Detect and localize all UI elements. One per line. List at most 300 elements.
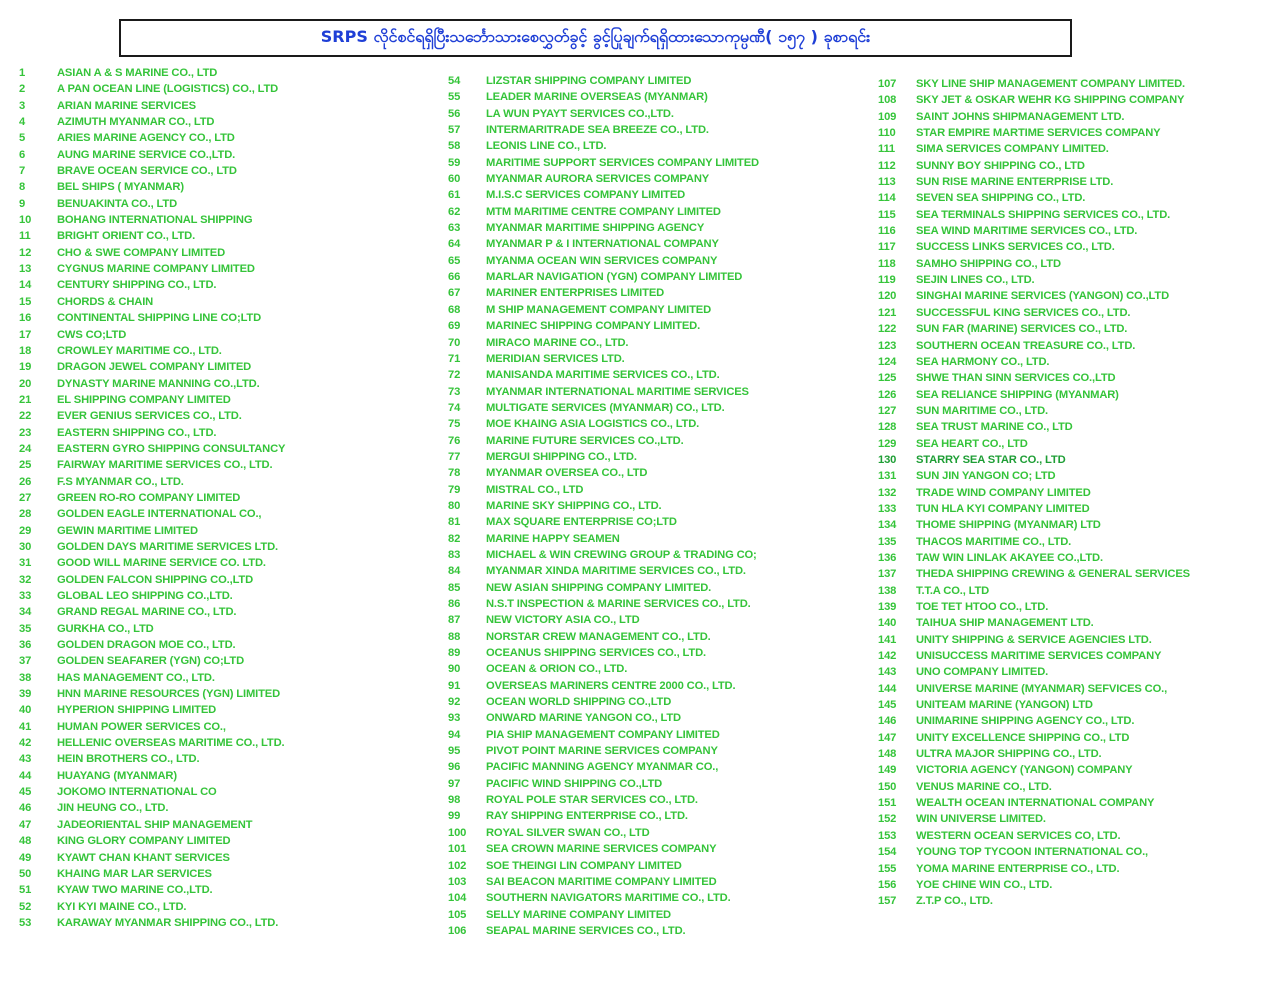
item-number: 1 [19,67,26,79]
list-item [878,419,1268,435]
item-number: 39 [19,688,32,701]
company-name: PACIFIC MANNING AGENCY MYANMAR CO., [486,761,719,774]
list-item [19,637,439,653]
item-number: 84 [448,565,461,578]
company-name: SEAPAL MARINE SERVICES CO., LTD. [486,924,686,937]
company-name: MYANMAR OVERSEA CO., LTD [486,467,648,480]
item-number: 123 [878,339,897,352]
list-item [19,457,439,473]
item-number: 47 [19,818,32,831]
list-item [448,727,868,743]
item-number: 114 [878,192,896,205]
item-number: 55 [448,91,461,104]
item-number: 76 [448,434,461,447]
company-name: DYNASTY MARINE MANNING CO.,LTD. [57,377,260,390]
company-name: GLOBAL LEO SHIPPING CO.,LTD. [57,590,233,602]
item-number: 113 [878,176,896,189]
company-name: ULTRA MAJOR SHIPPING CO., LTD. [916,748,1102,761]
company-name: NEW ASIAN SHIPPING COMPANY LIMITED. [486,581,712,594]
company-name: SHWE THAN SINN SERVICES CO.,LTD [916,372,1116,385]
company-name: NEW VICTORY ASIA CO., LTD [486,614,640,627]
list-item [878,599,1268,615]
item-number: 141 [878,633,897,646]
company-name: GOLDEN EAGLE INTERNATIONAL CO., [57,508,262,521]
item-number: 137 [878,568,897,581]
list-item [878,517,1268,533]
item-number: 90 [448,663,461,676]
list-item [878,239,1268,255]
company-name: RAY SHIPPING ENTERPRISE CO., LTD. [486,810,688,823]
item-number: 6 [19,148,26,161]
list-item [448,269,868,285]
company-name: SUN FAR (MARINE) SERVICES CO., LTD. [916,323,1128,336]
company-name: FAIRWAY MARITIME SERVICES CO., LTD. [57,459,273,472]
item-number: 127 [878,404,897,417]
list-item [448,645,868,661]
company-name: SEA RELIANCE SHIPPING (MYANMAR) [916,388,1119,401]
company-name: BOHANG INTERNATIONAL SHIPPING [57,214,253,227]
company-name: CHORDS & CHAIN [57,295,154,308]
list-item [878,403,1268,419]
list-item [878,697,1268,713]
company-name: SAMHO SHIPPING CO., LTD [916,257,1061,270]
list-item [19,408,439,424]
item-number: 93 [448,712,461,725]
item-number: 118 [878,257,896,270]
company-name: SELLY MARINE COMPANY LIMITED [486,908,671,921]
company-name: DRAGON JEWEL COMPANY LIMITED [57,361,252,374]
title-box [119,19,1072,57]
item-number: 36 [19,639,32,652]
item-number: 68 [448,303,461,316]
item-number: 46 [19,802,32,815]
company-name: JOKOMO INTERNATIONAL CO [57,786,217,799]
list-item [19,327,439,343]
item-number: 79 [448,483,461,496]
item-number: 32 [19,573,32,586]
item-number: 82 [448,532,461,545]
company-name: MYANMAR INTERNATIONAL MARITIME SERVICES [486,385,749,398]
list-item [878,779,1268,795]
company-name: PIA SHIP MANAGEMENT COMPANY LIMITED [486,728,720,741]
company-name: MYANMAR P & I INTERNATIONAL COMPANY [486,238,719,251]
list-item [878,109,1268,125]
list-item [19,539,439,555]
company-name: Z.T.P CO., LTD. [916,895,993,908]
item-number: 4 [19,116,26,129]
item-number: 56 [448,107,461,120]
item-number: 105 [448,908,467,921]
company-name: UNITY EXCELLENCE SHIPPING CO., LTD [916,731,1130,744]
company-name: WIN UNIVERSE LIMITED. [916,813,1046,826]
company-name: WESTERN OCEAN SERVICES CO, LTD. [916,829,1121,842]
list-item [448,759,868,775]
company-name: MIRACO MARINE CO., LTD. [486,336,629,349]
item-number: 13 [19,263,32,276]
company-name: ONWARD MARINE YANGON CO., LTD [486,712,681,725]
list-item [878,632,1268,648]
list-item [878,468,1268,484]
item-number: 104 [448,892,467,905]
company-name: HAS MANAGEMENT CO., LTD. [57,671,215,684]
item-number: 120 [878,290,897,303]
list-item [448,106,868,122]
list-item [878,387,1268,403]
company-name: BRIGHT ORIENT CO., LTD. [57,230,196,243]
company-name: TAIHUA SHIP MANAGEMENT LTD. [916,617,1094,630]
item-number: 50 [19,867,32,880]
list-item [878,158,1268,174]
company-name: GEWIN MARITIME LIMITED [57,524,198,537]
item-number: 40 [19,704,32,717]
list-item [448,694,868,710]
company-name: GRAND REGAL MARINE CO., LTD. [57,606,237,619]
list-item [448,710,868,726]
item-number: 25 [19,459,32,472]
company-name: TUN HLA KYI COMPANY LIMITED [916,502,1090,515]
item-number: 147 [878,731,897,744]
company-name: EVER GENIUS SERVICES CO., LTD. [57,410,242,423]
item-number: 92 [448,696,461,709]
company-name: WEALTH OCEAN INTERNATIONAL COMPANY [916,797,1155,810]
company-name: TAW WIN LINLAK AKAYEE CO.,LTD. [916,551,1103,564]
company-name: AZIMUTH MYANMAR CO., LTD [57,116,215,129]
company-name: MULTIGATE SERVICES (MYANMAR) CO., LTD. [486,401,725,414]
item-number: 140 [878,617,897,630]
company-name: SAI BEACON MARITIME COMPANY LIMITED [486,875,717,888]
list-item [878,485,1268,501]
company-name: MAX SQUARE ENTERPRISE CO;LTD [486,516,677,529]
list-item [878,305,1268,321]
list-item [19,735,439,751]
list-item [19,621,439,637]
company-name: SOUTHERN NAVIGATORS MARITIME CO., LTD. [486,892,731,905]
item-number: 78 [448,467,461,480]
list-item [878,877,1268,893]
item-number: 14 [19,279,32,292]
company-name: MOE KHAING ASIA LOGISTICS CO., LTD. [486,418,700,431]
item-number: 109 [878,110,897,123]
company-name: STARRY SEA STAR CO., LTD [916,453,1066,466]
list-item [19,490,439,506]
list-item [878,550,1268,566]
company-name: UNITEAM MARINE (YANGON) LTD [916,699,1093,712]
list-item [448,465,868,481]
item-number: 134 [878,519,897,532]
item-number: 128 [878,421,897,434]
item-number: 22 [19,410,32,423]
item-number: 63 [448,222,461,235]
company-name: GOLDEN FALCON SHIPPING CO.,LTD [57,573,254,586]
company-name: ROYAL POLE STAR SERVICES CO., LTD. [486,794,698,807]
item-number: 151 [878,797,897,810]
company-name: LIZSTAR SHIPPING COMPANY LIMITED [486,75,692,87]
item-number: 7 [19,165,26,178]
list-item [19,196,439,212]
item-number: 126 [878,388,897,401]
list-item [19,212,439,228]
item-number: 154 [878,846,897,859]
list-item [448,841,868,857]
item-number: 99 [448,810,461,823]
company-name: SEA HARMONY CO., LTD. [916,355,1050,368]
item-number: 106 [448,924,467,937]
item-number: 62 [448,205,461,218]
list-item [19,817,439,833]
company-name: SEA CROWN MARINE SERVICES COMPANY [486,843,717,856]
item-number: 57 [448,124,461,137]
item-number: 124 [878,355,897,368]
item-number: 129 [878,437,897,450]
list-item [19,392,439,408]
company-name: OCEAN WORLD SHIPPING CO.,LTD [486,696,672,709]
item-number: 37 [19,655,32,668]
list-item [19,474,439,490]
company-name: KHAING MAR LAR SERVICES [57,867,212,880]
list-item [878,141,1268,157]
company-name: JIN HEUNG CO., LTD. [57,802,169,815]
item-number: 122 [878,323,897,336]
item-number: 119 [878,274,896,287]
item-number: 44 [19,769,32,782]
company-name: OVERSEAS MARINERS CENTRE 2000 CO., LTD. [486,679,736,692]
item-number: 52 [19,900,32,913]
company-list-column-2 [448,73,868,939]
company-name: SUN MARITIME CO., LTD. [916,404,1048,417]
company-name: HUAYANG (MYANMAR) [57,769,177,782]
company-name: MISTRAL CO., LTD [486,483,584,496]
item-number: 2 [19,83,26,96]
list-item [448,825,868,841]
list-item [19,228,439,244]
list-item [878,534,1268,550]
item-number: 20 [19,377,32,390]
company-name: M.I.S.C SERVICES COMPANY LIMITED [486,189,686,202]
list-item [448,138,868,154]
item-number: 45 [19,786,32,799]
company-name: KYAWT CHAN KHANT SERVICES [57,851,230,864]
item-number: 23 [19,426,32,439]
item-number: 80 [448,499,461,512]
item-number: 116 [878,225,896,238]
item-number: 146 [878,715,897,728]
list-item [448,400,868,416]
item-number: 152 [878,813,897,826]
company-name: SEJIN LINES CO., LTD. [916,274,1035,287]
company-name: KYI KYI MAINE CO., LTD. [57,900,187,913]
list-item [878,844,1268,860]
list-item [448,433,868,449]
item-number: 156 [878,878,897,891]
list-item [878,207,1268,223]
company-name: UNITY SHIPPING & SERVICE AGENCIES LTD. [916,633,1152,646]
item-number: 8 [19,181,26,194]
list-item [878,92,1268,108]
company-list-column-3 [878,76,1268,910]
item-number: 26 [19,475,32,488]
item-number: 89 [448,647,461,660]
item-number: 70 [448,336,461,349]
item-number: 132 [878,486,897,499]
company-name: N.S.T INSPECTION & MARINE SERVICES CO., LTD. [486,598,751,610]
list-item [448,808,868,824]
item-number: 71 [448,352,461,365]
company-name: KARAWAY MYANMAR SHIPPING CO., LTD. [57,916,279,929]
company-name: SEA HEART CO., LTD [916,437,1028,450]
company-name: CWS CO;LTD [57,328,127,341]
item-number: 81 [448,516,461,529]
item-number: 73 [448,385,461,398]
list-item [878,648,1268,664]
item-number: 142 [878,650,897,663]
company-name: MERIDIAN SERVICES LTD. [486,352,625,365]
list-item [448,678,868,694]
company-name: NORSTAR CREW MANAGEMENT CO., LTD. [486,630,711,643]
list-item [448,792,868,808]
company-name: MARINEC SHIPPING COMPANY LIMITED. [486,320,701,333]
company-list-column-1 [19,65,439,931]
item-number: 145 [878,699,897,712]
company-name: F.S MYANMAR CO., LTD. [57,475,184,488]
company-name: CROWLEY MARITIME CO., LTD. [57,344,222,357]
item-number: 33 [19,590,32,602]
company-name: YOUNG TOP TYCOON INTERNATIONAL CO., [916,846,1148,859]
list-item [19,294,439,310]
list-item [878,501,1268,517]
list-item [878,272,1268,288]
company-name: CYGNUS MARINE COMPANY LIMITED [57,263,255,276]
company-name: ARIES MARINE AGENCY CO., LTD [57,132,235,145]
list-item [448,89,868,105]
list-item [19,147,439,163]
company-name: ROYAL SILVER SWAN CO., LTD [486,826,650,839]
list-item [19,800,439,816]
list-item [878,762,1268,778]
list-item [878,566,1268,582]
item-number: 111 [878,143,895,156]
item-number: 42 [19,737,32,750]
item-number: 144 [878,682,897,695]
company-name: SEA TERMINALS SHIPPING SERVICES CO., LTD. [916,208,1171,221]
company-name: GREEN RO-RO COMPANY LIMITED [57,491,241,504]
list-item [19,506,439,522]
company-name: TOE TET HTOO CO., LTD. [916,601,1049,613]
company-name: STAR EMPIRE MARTIME SERVICES COMPANY [916,127,1161,140]
item-number: 18 [19,344,32,357]
list-item [19,179,439,195]
company-name: SOE THEINGI LIN COMPANY LIMITED [486,859,682,872]
company-name: LA WUN PYAYT SERVICES CO.,LTD. [486,107,674,120]
item-number: 107 [878,78,897,90]
item-number: 74 [448,401,461,414]
list-item [19,376,439,392]
company-name: SIMA SERVICES COMPANY LIMITED. [916,143,1109,156]
item-number: 149 [878,764,897,777]
list-item [19,719,439,735]
list-item [448,384,868,400]
item-number: 115 [878,208,896,221]
company-name: OCEANUS SHIPPING SERVICES CO., LTD. [486,647,706,660]
company-name: BRAVE OCEAN SERVICE CO., LTD [57,165,237,178]
list-item [878,338,1268,354]
item-number: 136 [878,551,897,564]
company-name: MARINE SKY SHIPPING CO., LTD. [486,499,662,512]
list-item [448,482,868,498]
company-name: LEADER MARINE OVERSEAS (MYANMAR) [486,91,708,104]
list-item [448,874,868,890]
company-name: TRADE WIND COMPANY LIMITED [916,486,1091,499]
list-item [878,370,1268,386]
company-name: OCEAN & ORION CO., LTD. [486,663,628,676]
company-name: MERGUI SHIPPING CO., LTD. [486,450,637,463]
list-item [448,335,868,351]
item-number: 61 [448,189,461,202]
company-name: JADEORIENTAL SHIP MANAGEMENT [57,818,253,831]
list-item [878,321,1268,337]
company-name: MYANMAR MARITIME SHIPPING AGENCY [486,222,705,235]
list-item [19,425,439,441]
list-item [19,784,439,800]
company-name: MARINE HAPPY SEAMEN [486,532,620,545]
list-item [19,899,439,915]
company-name: YOMA MARINE ENTERPRISE CO., LTD. [916,862,1120,875]
item-number: 16 [19,312,32,325]
item-number: 112 [878,159,896,172]
item-number: 150 [878,780,897,793]
list-item [19,866,439,882]
company-name: GOOD WILL MARINE SERVICE CO. LTD. [57,557,266,570]
item-number: 34 [19,606,32,619]
list-item [448,155,868,171]
company-name: MARLAR NAVIGATION (YGN) COMPANY LIMITED [486,271,743,284]
list-item [19,653,439,669]
company-name: SUNNY BOY SHIPPING CO., LTD [916,159,1085,172]
page-title: SRPS လိုင်စင်ရရှိပြီးသင်္ဘောသားစေလွှတ်ခွင့် ခွင့်ပြုချက်ရရှိထားသောကုမ္ပဏီ( ၁၅၇ ) ခုစာရင်း [320,27,871,46]
item-number: 100 [448,826,467,839]
list-item [448,187,868,203]
company-name: THACOS MARITIME CO., LTD. [916,535,1072,548]
list-item [878,174,1268,190]
item-number: 88 [448,630,461,643]
company-name: BEL SHIPS ( MYANMAR) [57,181,184,194]
list-item [19,768,439,784]
list-item [19,81,439,97]
list-item [19,98,439,114]
list-item [878,436,1268,452]
company-name: HELLENIC OVERSEAS MARITIME CO., LTD. [57,737,285,750]
item-number: 148 [878,748,897,761]
list-item [448,367,868,383]
list-item [19,670,439,686]
company-name: SUN JIN YANGON CO; LTD [916,470,1056,483]
list-item [448,122,868,138]
list-item [448,629,868,645]
list-item [448,73,868,89]
list-item [878,354,1268,370]
item-number: 35 [19,622,32,635]
item-number: 10 [19,214,32,227]
item-number: 27 [19,491,32,504]
company-name: SUCCESS LINKS SERVICES CO., LTD. [916,241,1115,254]
company-name: T.T.A CO., LTD [916,584,990,597]
item-number: 65 [448,254,461,267]
list-item [878,664,1268,680]
company-name: CHO & SWE COMPANY LIMITED [57,246,226,259]
list-item [19,310,439,326]
item-number: 60 [448,173,461,186]
list-item [448,923,868,939]
item-number: 38 [19,671,32,684]
